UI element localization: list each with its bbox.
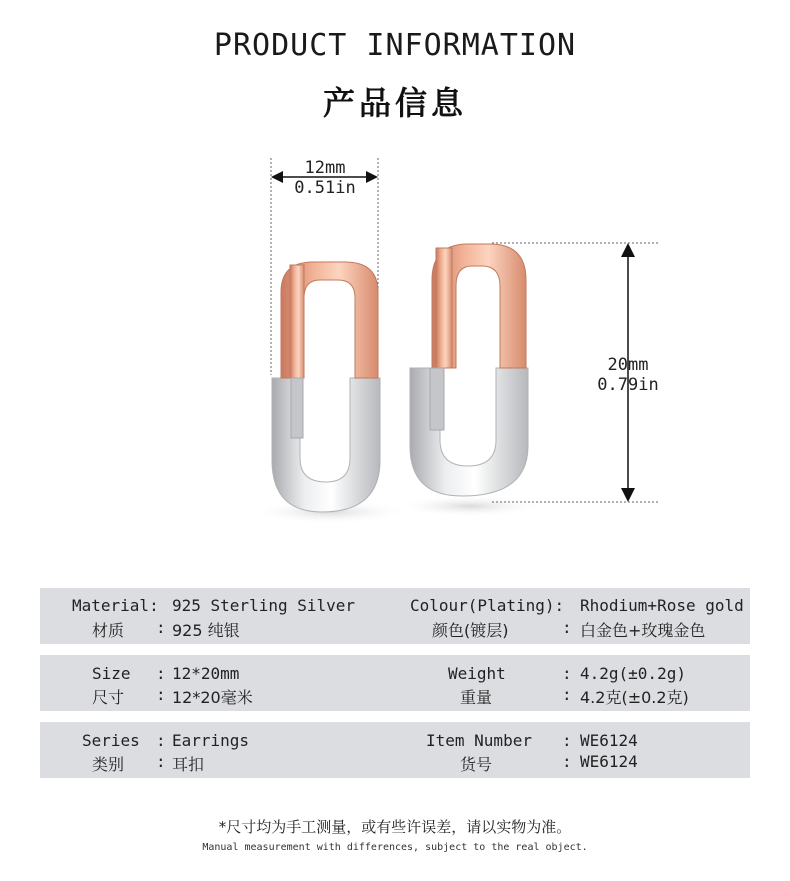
width-dimension	[285, 158, 365, 198]
series-sep: :	[156, 731, 166, 750]
material-sep-cn: :	[156, 618, 166, 637]
colour-label-cn: 颜色(镀层)	[432, 621, 509, 640]
product-photo	[0, 140, 790, 560]
series-value-cn: 耳扣	[172, 755, 205, 774]
spec-band-material	[40, 588, 750, 644]
size-label-cn: 尺寸	[92, 688, 125, 707]
height-in: 0.79in	[597, 375, 659, 395]
material-label: Material:	[72, 596, 159, 615]
size-value: 12*20mm	[172, 664, 240, 683]
colour-sep-cn: :	[562, 618, 572, 637]
footer-note-cn: *尺寸均为手工测量，或有些许误差，请以实物为准。	[218, 818, 572, 836]
earring-right	[410, 244, 528, 496]
series-label-cn: 类别	[92, 755, 125, 774]
item-number-sep: :	[562, 731, 572, 750]
weight-value: 4.2g(±0.2g)	[580, 664, 686, 683]
series-sep-cn: :	[156, 752, 166, 771]
size-value-cn: 12*20毫米	[172, 688, 253, 707]
page-title-en: PRODUCT INFORMATION	[213, 28, 577, 63]
material-value-cn: 925 纯银	[172, 621, 240, 640]
footer-note-en: Manual measurement with differences, subject to the real object.	[202, 842, 588, 853]
size-sep: :	[156, 664, 166, 683]
spec-band-size	[40, 655, 750, 711]
width-mm: 12mm	[304, 158, 346, 178]
colour-value: Rhodium+Rose gold	[580, 596, 744, 615]
weight-value-cn: 4.2克(±0.2克)	[580, 688, 689, 707]
size-label: Size	[92, 664, 131, 683]
series-label: Series	[82, 731, 140, 750]
width-in: 0.51in	[294, 178, 356, 198]
weight-sep: :	[562, 664, 572, 683]
colour-label: Colour(Plating):	[410, 596, 565, 615]
item-number-label-cn: 货号	[460, 755, 493, 774]
material-value: 925 Sterling Silver	[172, 596, 356, 615]
page-title-cn: 产品信息	[322, 84, 467, 122]
size-sep-cn: :	[156, 685, 166, 704]
series-value: Earrings	[172, 731, 250, 750]
item-number-value-cn: WE6124	[580, 752, 638, 771]
spec-band-series	[40, 722, 750, 778]
weight-label-cn: 重量	[460, 688, 493, 707]
item-number-sep-cn: :	[562, 752, 572, 771]
height-mm: 20mm	[607, 355, 649, 375]
item-number-label: Item Number	[426, 731, 532, 750]
colour-value-cn: 白金色+玫瑰金色	[580, 621, 706, 640]
height-dimension	[588, 355, 668, 395]
weight-label: Weight	[448, 664, 506, 683]
item-number-value: WE6124	[580, 731, 638, 750]
weight-sep-cn: :	[562, 685, 572, 704]
earring-left	[272, 262, 380, 512]
material-label-cn: 材质	[92, 621, 125, 640]
